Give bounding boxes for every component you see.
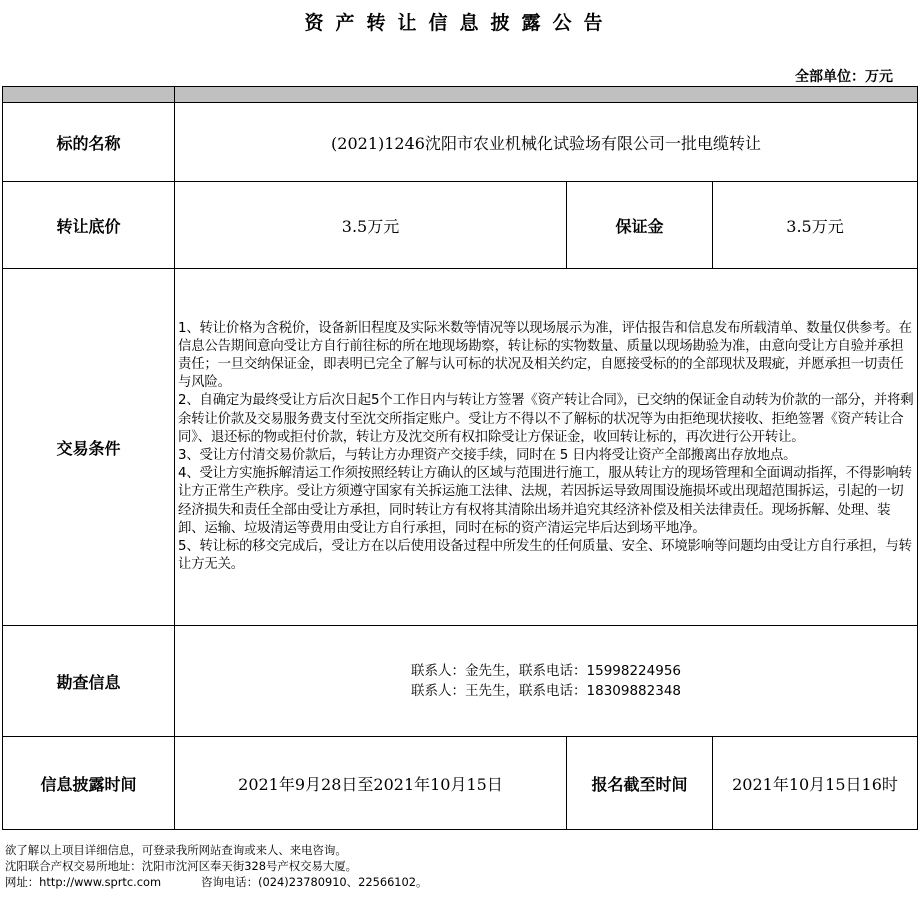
website-text: 网址：http://www.sprtc.com: [5, 875, 162, 889]
phone-text: 咨询电话：(024)23780910、22566102。: [201, 875, 428, 889]
subject-value: (2021)1246沈阳市农业机械化试验场有限公司一批电缆转让: [175, 103, 918, 182]
subject-label: 标的名称: [3, 103, 175, 182]
survey-row: [3, 626, 918, 737]
deadline-value: 2021年10月15日16时: [713, 737, 918, 830]
deposit-label: 保证金: [567, 182, 713, 269]
deadline-label: 报名截至时间: [567, 737, 713, 830]
contact-line: 联系人：王先生，联系电话：18309882348: [411, 683, 681, 699]
footer-notes: [5, 842, 427, 890]
table-header-row: [3, 87, 918, 103]
price-label: 转让底价: [3, 182, 175, 269]
condition-item: 3、受让方付清交易价款后，与转让方办理资产交接手续，同时在 5 日内将受让资产全部搬离出存放地点。: [178, 448, 797, 463]
survey-label: 勘查信息: [3, 626, 175, 737]
disclosure-label: 信息披露时间: [3, 737, 175, 830]
price-row: [3, 182, 918, 269]
condition-item: 1、转让价格为含税价，设备新旧程度及实际米数等情况等以现场展示为准，评估报告和信息发布所载清单、数量仅供参考。在信息公告期间意向受让方自行前往标的所在地现场勘察，转让标的实物数量、质量以现场勘验为准，由意向受让方自验并承担责任；一旦交纳保证金，即表明已完全了解与认可标的状况及相关约定，自愿接受标的的全部现状及瑕疵，并愿承担一切责任与风险。: [178, 320, 912, 391]
footer-line: 欲了解以上项目详细信息，可登录我所网站查询或来人、来电咨询。: [5, 843, 347, 857]
conditions-row: [3, 269, 918, 626]
deposit-value: 3.5万元: [713, 182, 918, 269]
price-value: 3.5万元: [175, 182, 567, 269]
header-cell: [175, 87, 918, 103]
conditions-label: 交易条件: [3, 269, 175, 626]
disclosure-table: [2, 86, 918, 830]
page-title: 资产转让信息披露公告: [304, 12, 615, 34]
header-cell: [3, 87, 175, 103]
conditions-text: [175, 269, 918, 626]
contact-line: 联系人：金先生，联系电话：15998224956: [411, 663, 681, 679]
condition-item: 5、转让标的移交完成后，受让方在以后使用设备过程中所发生的任何质量、安全、环境影响等问题均由受让方自行承担，与转让方无关。: [178, 539, 912, 573]
survey-contacts: [175, 626, 918, 737]
subject-row: [3, 103, 918, 182]
condition-item: 4、受让方实施拆解清运工作须按照经转让方确认的区域与范围进行施工，服从转让方的现场管理和全面调动指挥，不得影响转让方正常生产秩序。受让方须遵守国家有关拆运施工法律、法规，若因拆运导致周围设施损坏或出现超范围拆运，引起的一切经济损失和责任全部由受让方承担，同时转让方有权将其清除出场并追究其经济补偿及相关法律责任。现场拆解、处理、装卸、运输、垃圾清运等费用由受让方自行承担，同时在标的资产清运完毕后达到场平地净。: [178, 466, 912, 536]
footer-contact-line: [5, 874, 427, 890]
condition-item: 2、自确定为最终受让方后次日起5个工作日内与转让方签署《资产转让合同》，已交纳的保证金自动转为价款的一部分，并将剩余转让价款及交易服务费支付至沈交所指定账户。受让方不得以不了解标的状况等为由拒绝现状接收、拒绝签署《资产转让合同》、退还标的物或拒付价款，转让方及沈交所有权扣除受让方保证金，收回转让标的，再次进行公开转让。: [178, 393, 914, 445]
footer-address: 沈阳联合产权交易所地址：沈阳市沈河区奉天街328号产权交易大厦。: [5, 859, 358, 873]
unit-note: 全部单位：万元: [795, 69, 893, 85]
disclosure-row: [3, 737, 918, 830]
disclosure-value: 2021年9月28日至2021年10月15日: [175, 737, 567, 830]
